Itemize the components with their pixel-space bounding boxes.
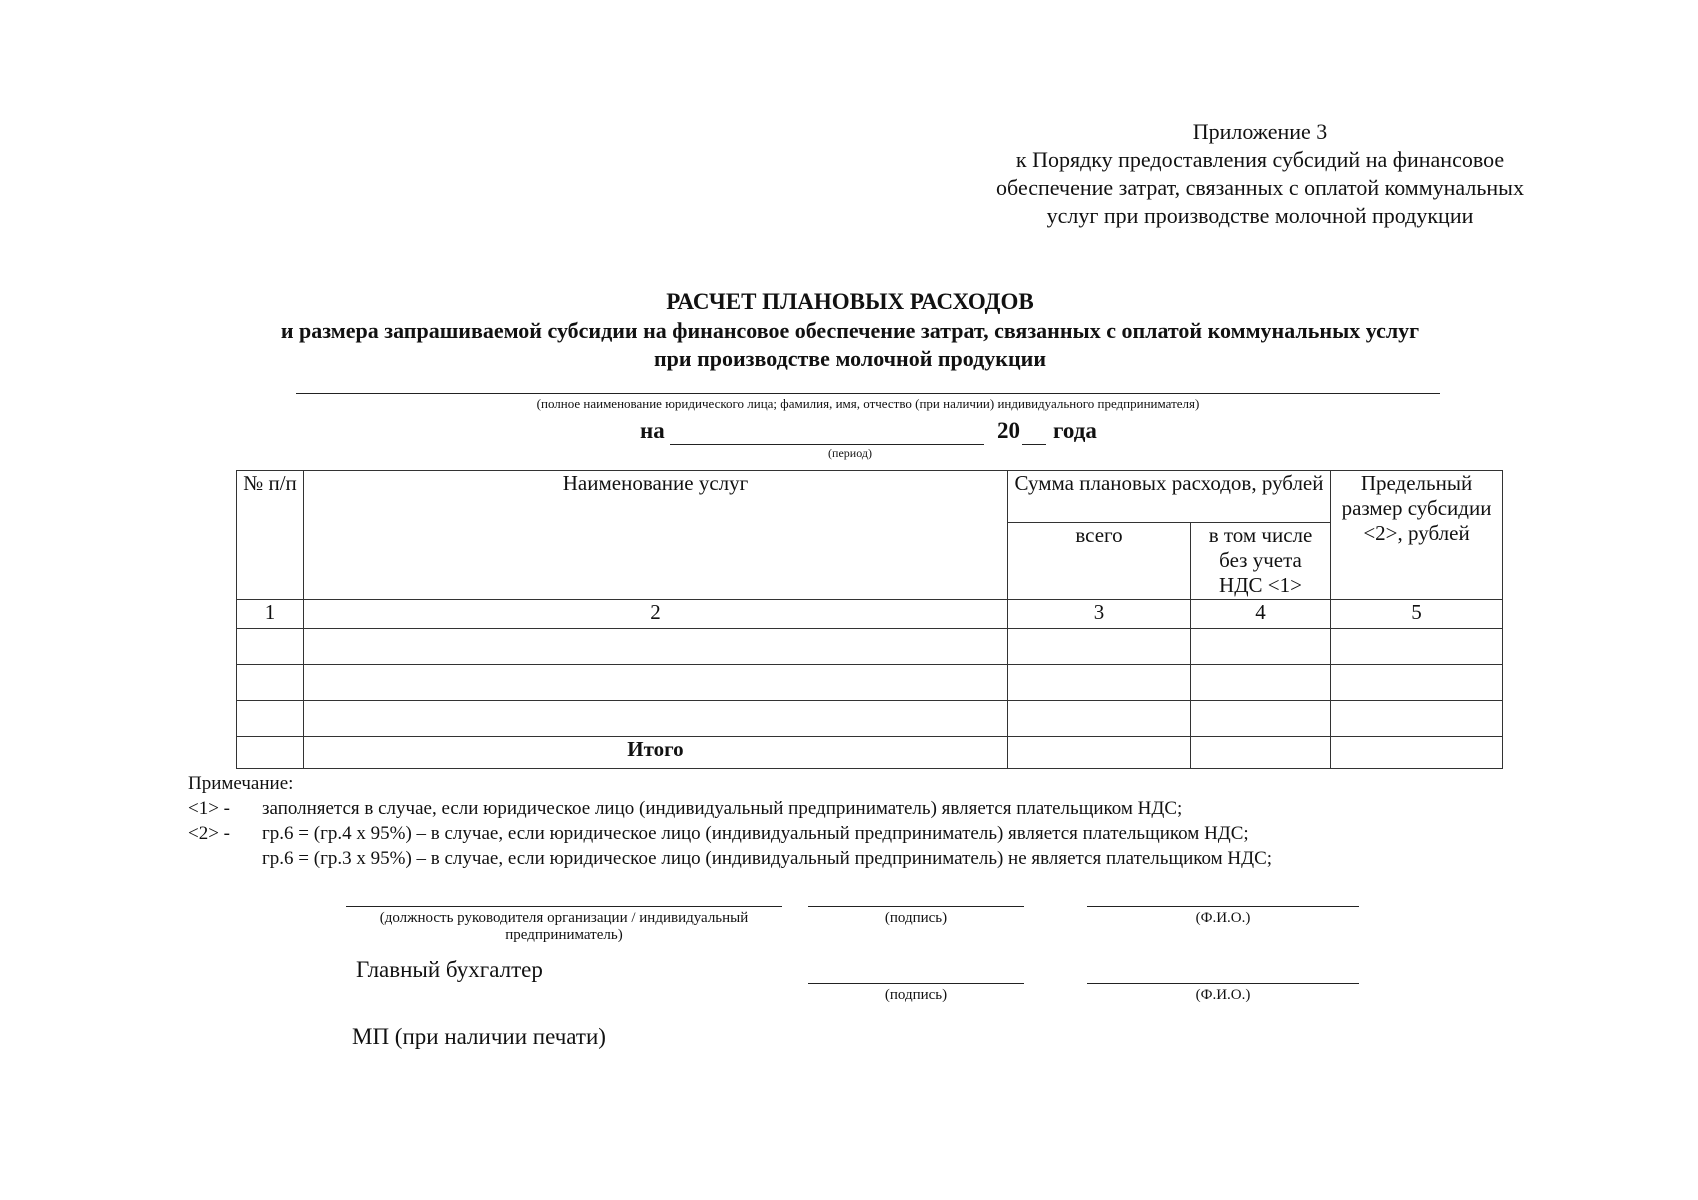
appendix-line-3: обеспечение затрат, связанных с оплатой коммунальных: [996, 175, 1524, 200]
title-subtitle-1: и размера запрашиваемой субсидии на финансовое обеспечение затрат, связанных с оплатой коммунальных услуг: [280, 318, 1420, 343]
note-marker: <1> -: [188, 798, 231, 819]
notes: [188, 771, 1488, 871]
table-cell[interactable]: [1331, 701, 1503, 737]
header-without-vat: в том числе без учета НДС <1>: [1191, 523, 1331, 600]
table-cell[interactable]: [304, 665, 1008, 701]
accountant-fio-field[interactable]: [1087, 983, 1359, 984]
note-text: гр.6 = (гр.4 х 95%) – в случае, если юридическое лицо (индивидуальный предприниматель) является плательщиком НДС;: [262, 823, 1249, 844]
accountant-fio-caption: (Ф.И.О.): [1195, 987, 1251, 1003]
table-column-numbers-row: [237, 600, 1503, 629]
table-row: [237, 629, 1503, 665]
total-cell[interactable]: [1191, 737, 1331, 769]
table-cell[interactable]: [237, 629, 304, 665]
appendix-line-1: Приложение 3: [1192, 119, 1328, 144]
table-cell[interactable]: [1331, 629, 1503, 665]
table-cell[interactable]: [237, 737, 304, 769]
table-header-row-1: [237, 471, 1503, 523]
table-cell[interactable]: [304, 629, 1008, 665]
document-title: [200, 287, 1500, 373]
note-item: [188, 796, 1488, 821]
table-cell[interactable]: [1008, 629, 1191, 665]
table-cell[interactable]: [1008, 701, 1191, 737]
total-cell[interactable]: [1331, 737, 1503, 769]
period-caption: (период): [828, 446, 872, 460]
header-max-subsidy: Предельный размер субсидии <2>, рублей: [1331, 471, 1503, 600]
note-text: заполняется в случае, если юридическое лицо (индивидуальный предприниматель) является плательщиком НДС;: [262, 798, 1183, 819]
header-service-name: Наименование услуг: [304, 471, 1008, 600]
column-number-5: 5: [1331, 600, 1503, 629]
table-cell[interactable]: [304, 701, 1008, 737]
head-fio-field[interactable]: [1087, 906, 1359, 907]
header-planned-expenses: Сумма плановых расходов, рублей: [1008, 471, 1331, 523]
title-main: РАСЧЕТ ПЛАНОВЫХ РАСХОДОВ: [666, 289, 1034, 314]
head-position-caption-line-1: (должность руководителя организации / индивидуальный: [379, 910, 749, 926]
note-item: [188, 821, 1488, 846]
note-marker: <2> -: [188, 823, 231, 844]
head-signature-caption: (подпись): [884, 910, 948, 926]
period-year-field[interactable]: [1022, 444, 1046, 445]
accountant-signature-caption: (подпись): [884, 987, 948, 1003]
period-suffix: года: [1053, 418, 1097, 443]
appendix-line-2: к Порядку предоставления субсидий на финансовое: [1015, 147, 1505, 172]
table-row: [237, 665, 1503, 701]
notes-title-row: [188, 771, 1488, 796]
column-number-4: 4: [1191, 600, 1331, 629]
head-fio-caption: (Ф.И.О.): [1195, 910, 1251, 926]
header-number: № п/п: [237, 471, 304, 600]
column-number-3: 3: [1008, 600, 1191, 629]
title-subtitle-2: при производстве молочной продукции: [653, 346, 1046, 371]
appendix-reference: [960, 118, 1560, 230]
table-cell[interactable]: [1008, 665, 1191, 701]
services-table: [236, 470, 1503, 769]
total-cell[interactable]: [1008, 737, 1191, 769]
chief-accountant-label: Главный бухгалтер: [356, 957, 543, 982]
table-cell[interactable]: [237, 701, 304, 737]
head-position-field[interactable]: [346, 906, 782, 907]
column-number-1: 1: [237, 600, 304, 629]
table-row: [237, 701, 1503, 737]
accountant-signature-field[interactable]: [808, 983, 1024, 984]
table-total-row: [237, 737, 1503, 769]
column-number-2: 2: [304, 600, 1008, 629]
table-cell[interactable]: [1191, 665, 1331, 701]
note-text: гр.6 = (гр.3 х 95%) – в случае, если юридическое лицо (индивидуальный предприниматель) не является плательщиком НДС;: [262, 848, 1273, 869]
head-position-caption: [346, 910, 782, 944]
period-field[interactable]: [670, 444, 984, 445]
note-item: [188, 846, 1488, 871]
head-signature-field[interactable]: [808, 906, 1024, 907]
header-total: всего: [1008, 523, 1191, 600]
appendix-line-4: услуг при производстве молочной продукции: [1046, 203, 1474, 228]
total-label: Итого: [304, 737, 1008, 769]
applicant-name-field[interactable]: [296, 393, 1440, 394]
notes-title: Примечание:: [188, 773, 294, 794]
period-prefix: на: [640, 418, 665, 443]
table-cell[interactable]: [1331, 665, 1503, 701]
applicant-name-caption: (полное наименование юридического лица; фамилия, имя, отчество (при наличии) индивидуального предпринимателя): [536, 396, 1200, 411]
period-year-prefix: 20: [997, 418, 1020, 443]
table-cell[interactable]: [237, 665, 304, 701]
head-position-caption-line-2: предприниматель): [505, 927, 623, 943]
table-cell[interactable]: [1191, 629, 1331, 665]
stamp-label: МП (при наличии печати): [352, 1024, 606, 1049]
table-cell[interactable]: [1191, 701, 1331, 737]
